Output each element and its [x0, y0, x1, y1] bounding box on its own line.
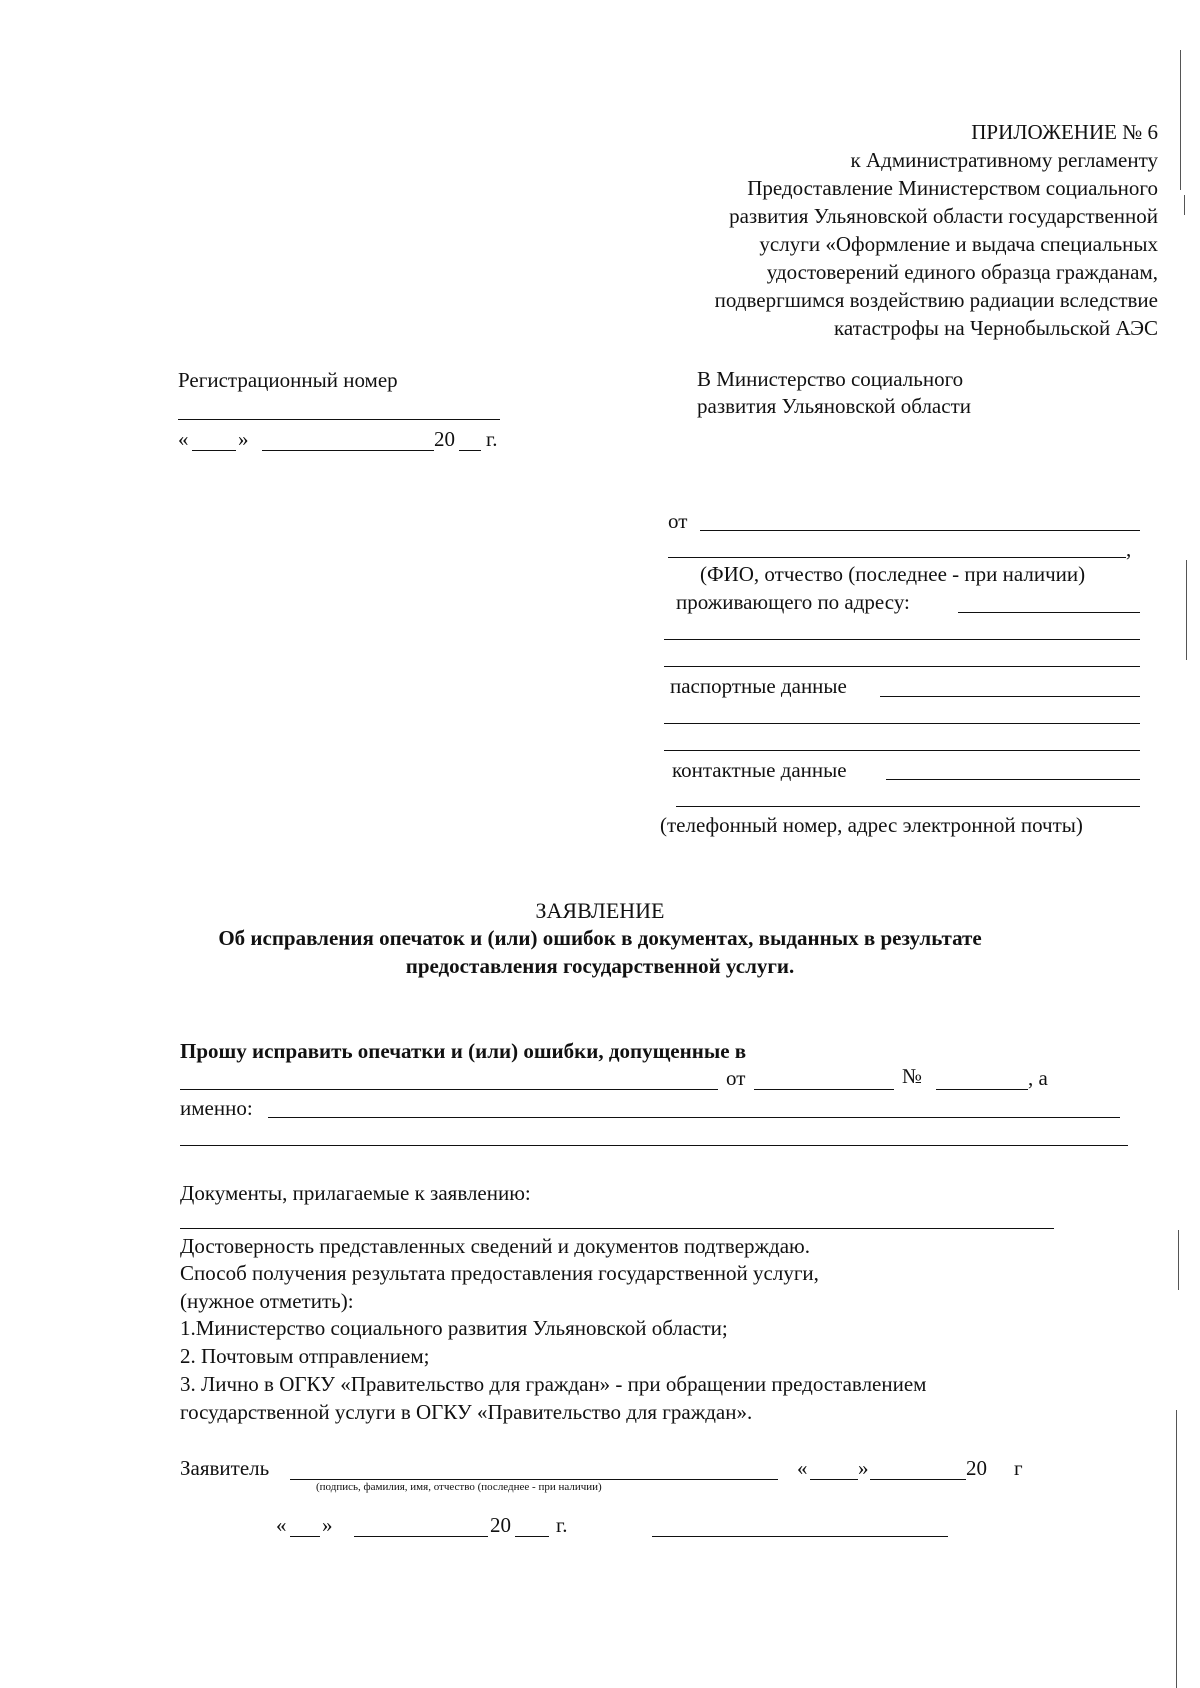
sign-day-field[interactable]	[810, 1479, 858, 1480]
fio-hint: (ФИО, отчество (последнее - при наличии)	[700, 562, 1086, 586]
addressee-line: развития Ульяновской области	[697, 394, 971, 418]
reception-signature-field[interactable]	[652, 1536, 948, 1537]
passport-field-2[interactable]	[664, 723, 1140, 724]
document-number-field[interactable]	[936, 1089, 1028, 1090]
reception-day-field[interactable]	[290, 1536, 320, 1537]
sign-open-quote: «	[797, 1456, 808, 1480]
contact-field-2[interactable]	[676, 806, 1140, 807]
document-date-field[interactable]	[754, 1089, 894, 1090]
option-in-person-cont: государственной услуги в ОГКУ «Правительство для граждан».	[180, 1400, 753, 1424]
option-ministry[interactable]: 1.Министерство социального развития Ульяновской области;	[180, 1316, 728, 1340]
statement-subtitle: предоставления государственной услуги.	[405, 954, 795, 978]
request-and-label: , а	[1028, 1066, 1048, 1090]
reception-month-field[interactable]	[354, 1536, 488, 1537]
contact-hint: (телефонный номер, адрес электронной почты)	[660, 813, 1083, 837]
registration-month-field[interactable]	[262, 450, 434, 451]
addressee-line: В Министерство социального	[697, 367, 964, 391]
name-comma: ,	[1126, 537, 1132, 561]
contact-label: контактные данные	[672, 758, 847, 782]
appendix-title: ПРИЛОЖЕНИЕ № 6	[971, 120, 1158, 144]
applicant-name-field[interactable]	[700, 530, 1140, 531]
registration-label: Регистрационный номер	[178, 368, 398, 392]
registration-number-field[interactable]	[178, 419, 500, 420]
reception-close-quote: »	[322, 1513, 333, 1537]
registration-day-field[interactable]	[192, 450, 236, 451]
address-label: проживающего по адресу:	[676, 590, 910, 614]
registration-open-quote: «	[178, 427, 189, 451]
address-field-2[interactable]	[664, 639, 1140, 640]
option-in-person[interactable]: 3. Лично в ОГКУ «Правительство для граждан» - при обращении предоставлением	[180, 1372, 927, 1396]
signature-hint: (подпись, фамилия, имя, отчество (последнее - при наличии)	[316, 1481, 602, 1493]
document-name-field[interactable]	[180, 1089, 718, 1090]
registration-year-prefix: 20	[434, 427, 455, 451]
passport-label: паспортные данные	[670, 674, 847, 698]
scan-edge-mark	[1176, 1410, 1177, 1688]
registration-year-suffix: г.	[486, 427, 498, 451]
attachments-field[interactable]	[180, 1228, 1054, 1229]
appendix-line: Предоставление Министерством социального	[747, 176, 1158, 200]
namely-field-2[interactable]	[180, 1145, 1128, 1146]
reception-year-field[interactable]	[515, 1536, 549, 1537]
reception-year-suffix: г.	[556, 1513, 568, 1537]
appendix-line: развития Ульяновской области государственной	[729, 204, 1158, 228]
confirm-text: Достоверность представленных сведений и документов подтверждаю.	[180, 1234, 810, 1258]
sign-close-quote: »	[858, 1456, 869, 1480]
sign-month-field[interactable]	[870, 1479, 966, 1480]
request-from-label: от	[726, 1066, 746, 1090]
contact-field[interactable]	[886, 779, 1140, 780]
scan-edge-mark	[1178, 1230, 1179, 1290]
sign-year-suffix: г	[1014, 1456, 1023, 1480]
applicant-name-field-2[interactable]	[668, 557, 1126, 558]
scan-edge-mark	[1184, 195, 1185, 215]
address-field-3[interactable]	[664, 666, 1140, 667]
scan-edge-mark	[1180, 50, 1181, 190]
statement-title: ЗАЯВЛЕНИЕ	[535, 898, 665, 923]
statement-subtitle: Об исправления опечаток и (или) ошибок в документах, выданных в результате	[218, 926, 982, 950]
appendix-line: удостоверений единого образца гражданам,	[766, 260, 1158, 284]
appendix-line: катастрофы на Чернобыльской АЭС	[834, 316, 1158, 340]
reception-open-quote: «	[276, 1513, 287, 1537]
namely-field[interactable]	[268, 1117, 1120, 1118]
request-number-label: №	[902, 1064, 923, 1088]
appendix-header	[538, 118, 1158, 342]
namely-label: именно:	[180, 1096, 253, 1120]
sign-year-prefix: 20	[966, 1456, 987, 1480]
registration-year-field[interactable]	[459, 450, 481, 451]
reception-year-prefix: 20	[490, 1513, 511, 1537]
appendix-line: услуги «Оформление и выдача специальных	[759, 232, 1158, 256]
applicant-signature-field[interactable]	[290, 1479, 778, 1480]
registration-close-quote: »	[238, 427, 249, 451]
method-text: Способ получения результата предоставления государственной услуги,	[180, 1261, 819, 1285]
from-label: от	[668, 509, 688, 533]
scan-edge-mark	[1186, 560, 1187, 660]
passport-field[interactable]	[880, 696, 1140, 697]
attachments-label: Документы, прилагаемые к заявлению:	[180, 1181, 531, 1205]
option-post[interactable]: 2. Почтовым отправлением;	[180, 1344, 430, 1368]
appendix-line: к Административному регламенту	[850, 148, 1158, 172]
applicant-label: Заявитель	[180, 1456, 270, 1480]
request-lead: Прошу исправить опечатки и (или) ошибки, допущенные в	[180, 1039, 747, 1063]
appendix-line: подвергшимся воздействию радиации вследствие	[714, 288, 1158, 312]
address-field[interactable]	[958, 612, 1140, 613]
passport-field-3[interactable]	[664, 750, 1140, 751]
method-text: (нужное отметить):	[180, 1289, 354, 1313]
